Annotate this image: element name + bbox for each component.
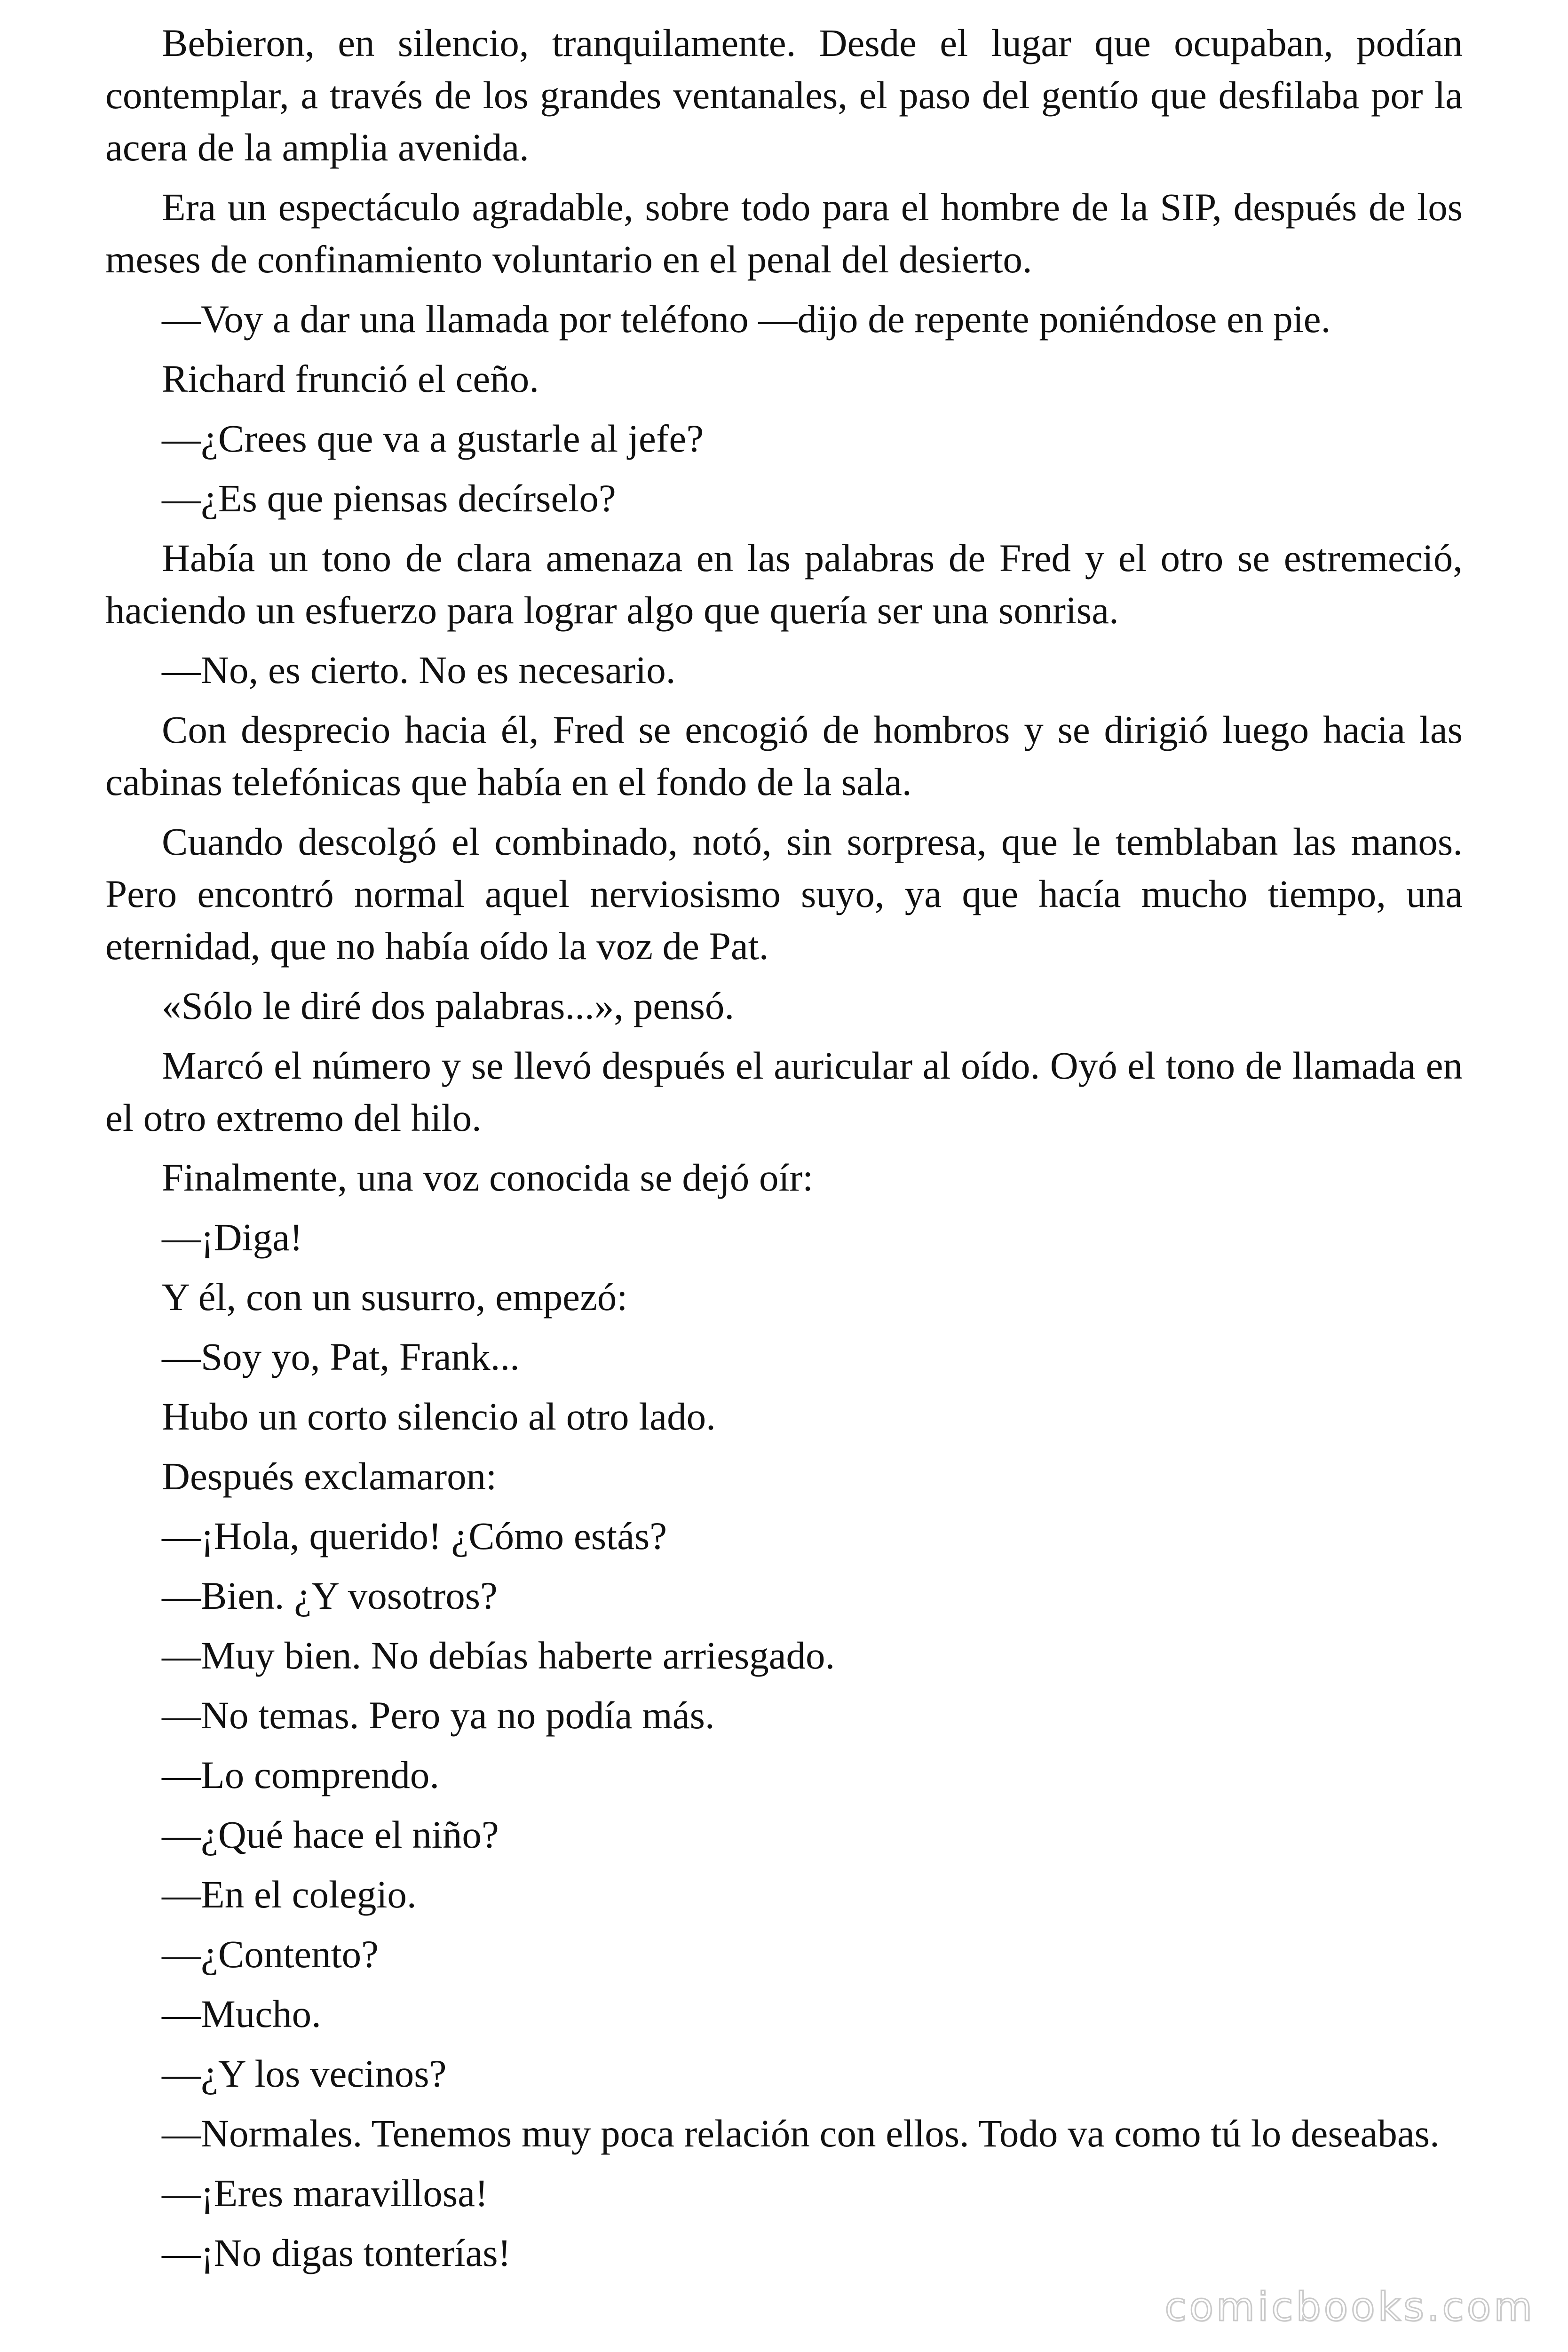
paragraph-1: Bebieron, en silencio, tranquilamente. Desde el lugar que ocupaban, podían contemplar, a través de los grandes ventanales, el paso del gentío que desfilaba por la acera de la amplia avenida. — [105, 21, 1463, 169]
paragraph-16: —Soy yo, Pat, Frank... — [162, 1335, 520, 1378]
paragraph-7: Había un tono de clara amenaza en las palabras de Fred y el otro se estremeció, haciendo un esfuerzo para lograr algo que quería ser una sonrisa. — [105, 536, 1463, 632]
paragraph-14: —¡Diga! — [162, 1216, 303, 1259]
watermark: comicbooks.com — [1164, 2284, 1535, 2330]
paragraph-13: Finalmente, una voz conocida se dejó oír: — [162, 1156, 814, 1199]
paragraph-4: Richard frunció el ceño. — [162, 357, 539, 400]
paragraph-20: —Bien. ¿Y vosotros? — [162, 1574, 498, 1617]
paragraph-12: Marcó el número y se llevó después el auricular al oído. Oyó el tono de llamada en el otro extremo del hilo. — [105, 1044, 1463, 1139]
paragraph-8: —No, es cierto. No es necesario. — [162, 648, 676, 691]
paragraph-29: —Normales. Tenemos muy poca relación con ellos. Todo va como tú lo deseabas. — [162, 2112, 1440, 2155]
paragraph-21: —Muy bien. No debías haberte arriesgado. — [162, 1634, 835, 1677]
paragraph-9: Con desprecio hacia él, Fred se encogió de hombros y se dirigió luego hacia las cabinas telefónicas que había en el fondo de la sala. — [105, 708, 1463, 803]
paragraph-3: —Voy a dar una llamada por teléfono —dijo de repente poniéndose en pie. — [162, 297, 1331, 341]
paragraph-25: —En el colegio. — [162, 1873, 417, 1916]
paragraph-10: Cuando descolgó el combinado, notó, sin sorpresa, que le temblaban las manos. Pero encontró normal aquel nerviosismo suyo, ya que hacía mucho tiempo, una eternidad, que no había oído la voz de Pat. — [105, 820, 1463, 968]
paragraph-23: —Lo comprendo. — [162, 1753, 440, 1796]
paragraph-5: —¿Crees que va a gustarle al jefe? — [162, 417, 704, 460]
paragraph-26: —¿Contento? — [162, 1932, 379, 1976]
paragraph-22: —No temas. Pero ya no podía más. — [162, 1693, 715, 1737]
body-text — [105, 17, 1463, 2279]
paragraph-17: Hubo un corto silencio al otro lado. — [162, 1395, 716, 1438]
paragraph-18: Después exclamaron: — [162, 1454, 497, 1498]
paragraph-28: —¿Y los vecinos? — [162, 2052, 447, 2095]
paragraph-19: —¡Hola, querido! ¿Cómo estás? — [162, 1514, 667, 1557]
paragraph-2: Era un espectáculo agradable, sobre todo para el hombre de la SIP, después de los meses de confinamiento voluntario en el penal del desierto. — [105, 185, 1463, 281]
paragraph-24: —¿Qué hace el niño? — [162, 1813, 499, 1856]
paragraph-15: Y él, con un susurro, empezó: — [162, 1275, 628, 1319]
paragraph-31: —¡No digas tonterías! — [162, 2231, 511, 2274]
paragraph-6: —¿Es que piensas decírselo? — [162, 477, 616, 520]
paragraph-30: —¡Eres maravillosa! — [162, 2171, 488, 2215]
paragraph-27: —Mucho. — [162, 1992, 321, 2035]
paragraph-11: «Sólo le diré dos palabras...», pensó. — [162, 984, 735, 1027]
